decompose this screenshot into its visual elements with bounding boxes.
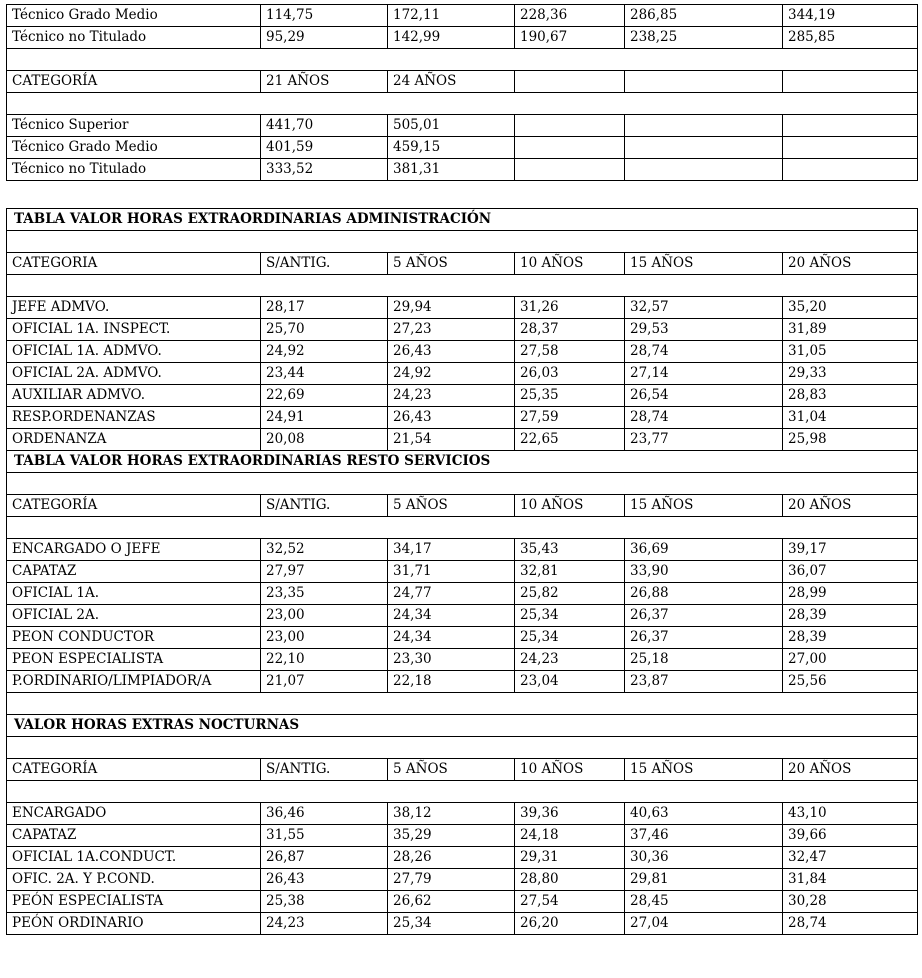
value-cell: 333,52 [261, 159, 388, 181]
category-cell: OFIC. 2A. Y P.COND. [7, 869, 261, 891]
value-cell: 23,87 [625, 671, 783, 693]
header-cell: S/ANTIG. [261, 253, 388, 275]
value-cell: 27,23 [388, 319, 515, 341]
table-row [7, 27, 918, 49]
value-cell: 23,30 [388, 649, 515, 671]
value-cell: 35,29 [388, 825, 515, 847]
table-row [7, 429, 918, 451]
blank-row [7, 737, 918, 759]
header-cell: 15 AÑOS [625, 759, 783, 781]
empty-cell [515, 71, 625, 93]
header-cell: 10 AÑOS [515, 253, 625, 275]
value-cell: 26,43 [261, 869, 388, 891]
value-cell: 23,00 [261, 605, 388, 627]
header-cell: 20 AÑOS [783, 759, 918, 781]
table-row [7, 297, 918, 319]
value-cell: 29,31 [515, 847, 625, 869]
value-cell: 29,53 [625, 319, 783, 341]
empty-cell [783, 115, 918, 137]
value-cell: 26,03 [515, 363, 625, 385]
value-cell: 28,39 [783, 627, 918, 649]
header-cell: 15 AÑOS [625, 495, 783, 517]
value-cell: 28,99 [783, 583, 918, 605]
value-cell: 31,04 [783, 407, 918, 429]
table-row [7, 319, 918, 341]
value-cell: 20,08 [261, 429, 388, 451]
value-cell: 30,36 [625, 847, 783, 869]
header-cell: S/ANTIG. [261, 495, 388, 517]
category-cell: ENCARGADO O JEFE [7, 539, 261, 561]
category-cell: PEÓN ORDINARIO [7, 913, 261, 935]
category-cell: OFICIAL 1A.CONDUCT. [7, 847, 261, 869]
section-spacer [6, 181, 917, 208]
document-sheet [6, 4, 917, 935]
empty-cell [783, 137, 918, 159]
value-cell: 27,04 [625, 913, 783, 935]
value-cell: 21,54 [388, 429, 515, 451]
value-cell: 95,29 [261, 27, 388, 49]
value-cell: 23,35 [261, 583, 388, 605]
table-row [7, 407, 918, 429]
value-cell: 26,54 [625, 385, 783, 407]
value-cell: 28,83 [783, 385, 918, 407]
value-cell: 43,10 [783, 803, 918, 825]
category-cell: PEÓN ESPECIALISTA [7, 891, 261, 913]
empty-cell [625, 159, 783, 181]
category-cell: Técnico no Titulado [7, 27, 261, 49]
table-row [7, 159, 918, 181]
category-cell: AUXILIAR ADMVO. [7, 385, 261, 407]
header-cell: 5 AÑOS [388, 253, 515, 275]
value-cell: 25,56 [783, 671, 918, 693]
category-cell: Técnico Superior [7, 115, 261, 137]
value-cell: 31,84 [783, 869, 918, 891]
value-cell: 24,23 [515, 649, 625, 671]
value-cell: 23,77 [625, 429, 783, 451]
value-cell: 23,00 [261, 627, 388, 649]
empty-cell [625, 71, 783, 93]
value-cell: 22,18 [388, 671, 515, 693]
value-cell: 24,92 [388, 363, 515, 385]
header-cell: S/ANTIG. [261, 759, 388, 781]
admin-overtime-table [6, 208, 918, 935]
value-cell: 35,20 [783, 297, 918, 319]
value-cell: 25,82 [515, 583, 625, 605]
header-cell: CATEGORÍA [7, 71, 261, 93]
value-cell: 27,54 [515, 891, 625, 913]
value-cell: 238,25 [625, 27, 783, 49]
table-row [7, 363, 918, 385]
category-cell: PEON CONDUCTOR [7, 627, 261, 649]
value-cell: 459,15 [388, 137, 515, 159]
value-cell: 228,36 [515, 5, 625, 27]
category-cell: PEON ESPECIALISTA [7, 649, 261, 671]
value-cell: 36,07 [783, 561, 918, 583]
value-cell: 28,80 [515, 869, 625, 891]
table-row [7, 137, 918, 159]
category-cell: Técnico Grado Medio [7, 5, 261, 27]
table-header-row [7, 253, 918, 275]
value-cell: 27,79 [388, 869, 515, 891]
value-cell: 26,43 [388, 407, 515, 429]
value-cell: 31,89 [783, 319, 918, 341]
value-cell: 26,37 [625, 605, 783, 627]
value-cell: 27,59 [515, 407, 625, 429]
value-cell: 31,71 [388, 561, 515, 583]
value-cell: 23,44 [261, 363, 388, 385]
value-cell: 25,34 [515, 627, 625, 649]
value-cell: 505,01 [388, 115, 515, 137]
value-cell: 25,34 [388, 913, 515, 935]
header-cell: CATEGORÍA [7, 495, 261, 517]
value-cell: 24,77 [388, 583, 515, 605]
table-row [7, 825, 918, 847]
table-row [7, 913, 918, 935]
value-cell: 381,31 [388, 159, 515, 181]
value-cell: 36,69 [625, 539, 783, 561]
value-cell: 24,23 [388, 385, 515, 407]
value-cell: 286,85 [625, 5, 783, 27]
value-cell: 28,45 [625, 891, 783, 913]
category-cell: ORDENANZA [7, 429, 261, 451]
value-cell: 31,55 [261, 825, 388, 847]
category-cell: JEFE ADMVO. [7, 297, 261, 319]
table-row [7, 891, 918, 913]
value-cell: 441,70 [261, 115, 388, 137]
value-cell: 26,43 [388, 341, 515, 363]
blank-row [7, 473, 918, 495]
header-cell: 5 AÑOS [388, 759, 515, 781]
table-row [7, 847, 918, 869]
header-cell: 10 AÑOS [515, 759, 625, 781]
value-cell: 28,26 [388, 847, 515, 869]
value-cell: 344,19 [783, 5, 918, 27]
value-cell: 26,88 [625, 583, 783, 605]
empty-cell [515, 115, 625, 137]
empty-cell [515, 137, 625, 159]
category-cell: OFICIAL 1A. [7, 583, 261, 605]
table-row [7, 583, 918, 605]
value-cell: 28,37 [515, 319, 625, 341]
value-cell: 28,39 [783, 605, 918, 627]
value-cell: 31,05 [783, 341, 918, 363]
value-cell: 28,17 [261, 297, 388, 319]
value-cell: 24,18 [515, 825, 625, 847]
value-cell: 285,85 [783, 27, 918, 49]
value-cell: 28,74 [625, 407, 783, 429]
value-cell: 22,69 [261, 385, 388, 407]
category-cell: Técnico no Titulado [7, 159, 261, 181]
header-cell: CATEGORIA [7, 253, 261, 275]
empty-cell [625, 137, 783, 159]
value-cell: 36,46 [261, 803, 388, 825]
value-cell: 27,97 [261, 561, 388, 583]
blank-row [7, 49, 918, 71]
value-cell: 25,98 [783, 429, 918, 451]
blank-row [7, 517, 918, 539]
value-cell: 34,17 [388, 539, 515, 561]
value-cell: 21,07 [261, 671, 388, 693]
table-row [7, 385, 918, 407]
value-cell: 25,35 [515, 385, 625, 407]
table-header-row [7, 759, 918, 781]
value-cell: 32,57 [625, 297, 783, 319]
value-cell: 27,00 [783, 649, 918, 671]
value-cell: 30,28 [783, 891, 918, 913]
value-cell: 39,17 [783, 539, 918, 561]
category-cell: OFICIAL 1A. INSPECT. [7, 319, 261, 341]
value-cell: 23,04 [515, 671, 625, 693]
value-cell: 37,46 [625, 825, 783, 847]
table-row [7, 649, 918, 671]
table-row [7, 539, 918, 561]
category-cell: ENCARGADO [7, 803, 261, 825]
value-cell: 26,37 [625, 627, 783, 649]
value-cell: 29,81 [625, 869, 783, 891]
table-row [7, 341, 918, 363]
header-cell: 10 AÑOS [515, 495, 625, 517]
table-row [7, 561, 918, 583]
table-row [7, 869, 918, 891]
value-cell: 39,36 [515, 803, 625, 825]
value-cell: 29,33 [783, 363, 918, 385]
value-cell: 25,18 [625, 649, 783, 671]
category-cell: P.ORDINARIO/LIMPIADOR/A [7, 671, 261, 693]
value-cell: 22,65 [515, 429, 625, 451]
empty-cell [515, 159, 625, 181]
header-cell: 24 AÑOS [388, 71, 515, 93]
value-cell: 27,14 [625, 363, 783, 385]
empty-cell [783, 159, 918, 181]
table-header-row [7, 495, 918, 517]
header-cell: CATEGORÍA [7, 759, 261, 781]
value-cell: 33,90 [625, 561, 783, 583]
blank-row [7, 231, 918, 253]
value-cell: 114,75 [261, 5, 388, 27]
value-cell: 26,87 [261, 847, 388, 869]
blank-row [7, 275, 918, 297]
value-cell: 24,92 [261, 341, 388, 363]
header-cell: 20 AÑOS [783, 253, 918, 275]
table-row [7, 605, 918, 627]
category-cell: OFICIAL 2A. [7, 605, 261, 627]
value-cell: 172,11 [388, 5, 515, 27]
value-cell: 24,34 [388, 605, 515, 627]
table-row [7, 803, 918, 825]
value-cell: 25,70 [261, 319, 388, 341]
value-cell: 22,10 [261, 649, 388, 671]
value-cell: 142,99 [388, 27, 515, 49]
value-cell: 190,67 [515, 27, 625, 49]
empty-cell [625, 115, 783, 137]
value-cell: 39,66 [783, 825, 918, 847]
category-cell: OFICIAL 2A. ADMVO. [7, 363, 261, 385]
value-cell: 26,20 [515, 913, 625, 935]
value-cell: 32,52 [261, 539, 388, 561]
table-row [7, 5, 918, 27]
category-cell: CAPATAZ [7, 825, 261, 847]
table-title: TABLA VALOR HORAS EXTRAORDINARIAS ADMINISTRACIÓN [7, 209, 918, 231]
value-cell: 32,47 [783, 847, 918, 869]
table-row [7, 671, 918, 693]
value-cell: 29,94 [388, 297, 515, 319]
value-cell: 24,34 [388, 627, 515, 649]
value-cell: 38,12 [388, 803, 515, 825]
blank-row [7, 693, 918, 715]
category-cell: OFICIAL 1A. ADMVO. [7, 341, 261, 363]
value-cell: 40,63 [625, 803, 783, 825]
value-cell: 31,26 [515, 297, 625, 319]
value-cell: 35,43 [515, 539, 625, 561]
value-cell: 28,74 [783, 913, 918, 935]
header-cell: 21 AÑOS [261, 71, 388, 93]
table-row [7, 115, 918, 137]
blank-row [7, 781, 918, 803]
value-cell: 28,74 [625, 341, 783, 363]
value-cell: 32,81 [515, 561, 625, 583]
header-cell: 5 AÑOS [388, 495, 515, 517]
value-cell: 24,23 [261, 913, 388, 935]
empty-cell [783, 71, 918, 93]
table-row [7, 627, 918, 649]
category-cell: Técnico Grado Medio [7, 137, 261, 159]
category-cell: CAPATAZ [7, 561, 261, 583]
table-title: TABLA VALOR HORAS EXTRAORDINARIAS RESTO SERVICIOS [7, 451, 918, 473]
table-header-row [7, 71, 918, 93]
value-cell: 27,58 [515, 341, 625, 363]
value-cell: 26,62 [388, 891, 515, 913]
header-cell: 15 AÑOS [625, 253, 783, 275]
table-title: VALOR HORAS EXTRAS NOCTURNAS [7, 715, 918, 737]
value-cell: 25,34 [515, 605, 625, 627]
value-cell: 25,38 [261, 891, 388, 913]
category-cell: RESP.ORDENANZAS [7, 407, 261, 429]
technicians-table [6, 4, 918, 181]
blank-row [7, 93, 918, 115]
value-cell: 401,59 [261, 137, 388, 159]
value-cell: 24,91 [261, 407, 388, 429]
header-cell: 20 AÑOS [783, 495, 918, 517]
